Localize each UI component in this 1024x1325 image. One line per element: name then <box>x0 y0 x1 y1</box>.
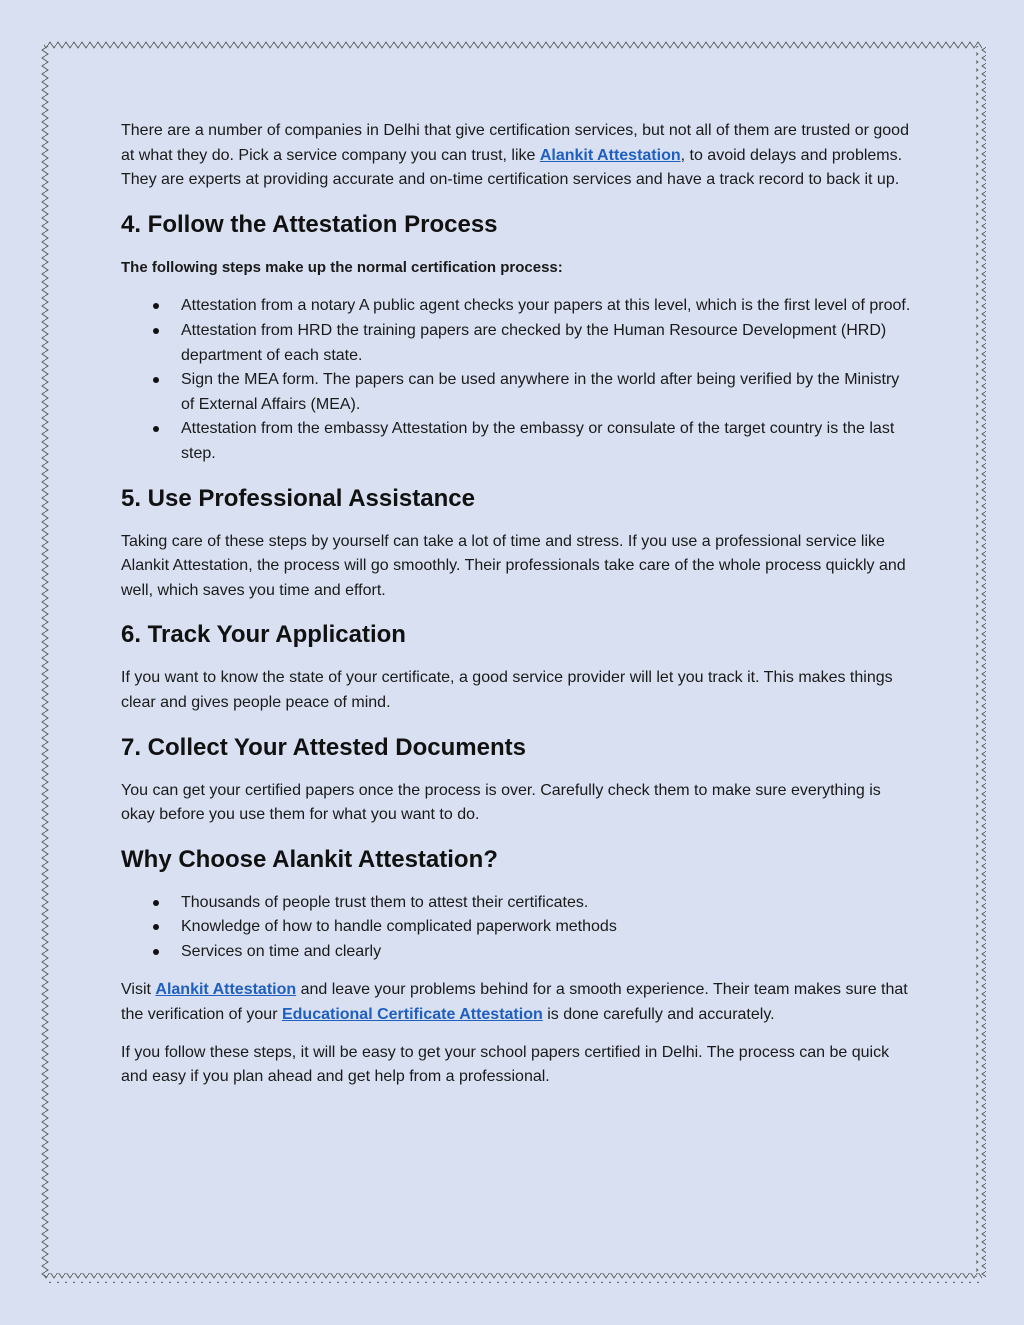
intro-paragraph <box>121 119 911 193</box>
alankit-attestation-link-2[interactable]: Alankit Attestation <box>155 981 297 999</box>
visit-paragraph <box>121 978 911 1027</box>
why-list <box>121 891 911 965</box>
visit-text-3: is done carefully and accurately. <box>542 1006 775 1024</box>
list-item: Attestation from a notary A public agent checks your papers at this level, which is the first level of proof. <box>181 294 911 319</box>
document-body <box>121 119 911 1103</box>
intro-text-1: There are a number of companies in Delhi that give certification services, but not all of them are trusted or good at what they do. Pick a service company you can trust, like <box>121 122 909 164</box>
visit-text-1: Visit <box>121 981 156 999</box>
list-item: Attestation from HRD the training papers are checked by the Human Resource Development (HRD) department of each state. <box>181 319 911 368</box>
why-heading: Why Choose Alankit Attestation? <box>121 845 498 873</box>
list-item: Sign the MEA form. The papers can be used anywhere in the world after being verified by the Ministry of External Affairs (MEA). <box>181 368 911 417</box>
section-4-lead: The following steps make up the normal certification process: <box>121 258 563 276</box>
section-5-body: Taking care of these steps by yourself can take a lot of time and stress. If you use a professional service like Alankit Attestation, the process will go smoothly. Their professionals take care of the whole process quickly and well, which saves you time and effort. <box>121 532 906 599</box>
section-5-heading: 5. Use Professional Assistance <box>121 484 475 512</box>
alankit-attestation-link[interactable]: Alankit Attestation <box>539 146 681 164</box>
intro-text-2: , to avoid delays and problems. They are experts at providing accurate and on-time certification services and have a track record to back it up. <box>121 146 903 189</box>
section-7-heading: 7. Collect Your Attested Documents <box>121 733 526 761</box>
educational-certificate-attestation-link[interactable]: Educational Certificate Attestation <box>281 1006 543 1024</box>
list-item: Attestation from the embassy Attestation by the embassy or consulate of the target country is the last step. <box>181 417 911 466</box>
list-item: Knowledge of how to handle complicated paperwork methods <box>181 915 911 940</box>
section-6-body: If you want to know the state of your certificate, a good service provider will let you track it. This makes things clear and gives people peace of mind. <box>121 669 893 711</box>
closing-paragraph: If you follow these steps, it will be easy to get your school papers certified in Delhi. The process can be quick and easy if you plan ahead and get help from a professional. <box>121 1043 890 1086</box>
visit-text-2: and leave your problems behind for a smooth experience. Their team makes sure that the verification of your <box>121 981 908 1024</box>
section-4-heading: 4. Follow the Attestation Process <box>121 210 498 238</box>
section-6-heading: 6. Track Your Application <box>121 621 406 649</box>
list-item: Thousands of people trust them to attest their certificates. <box>181 891 911 916</box>
attestation-steps-list <box>121 294 911 466</box>
list-item: Services on time and clearly <box>181 940 911 965</box>
section-7-body: You can get your certified papers once the process is over. Carefully check them to make sure everything is okay before you use them for what you want to do. <box>121 781 881 824</box>
